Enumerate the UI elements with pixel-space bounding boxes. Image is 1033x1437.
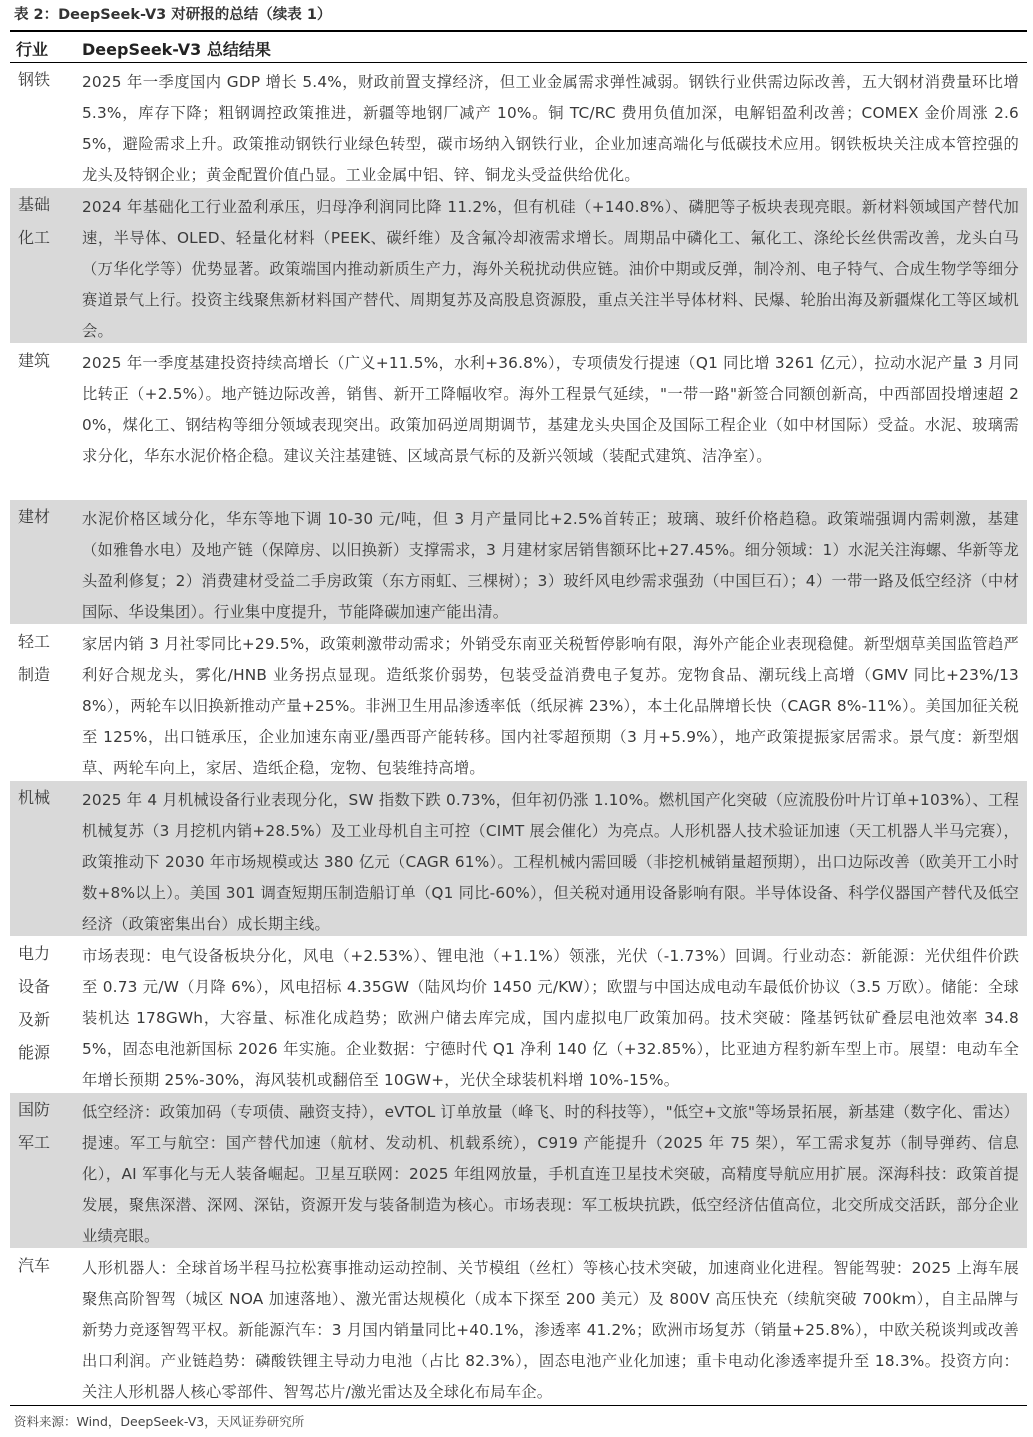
summary-cell: 2025 年一季度基建投资持续高增长（广义+11.5%，水利+36.8%），专项债发行提速（Q1 同比增 3261 亿元），拉动水泥产量 3 月同比转正（+2.5%）。地产链边际改善，销售、新开工降幅收窄。海外工程景气延续，"一带一路"新签合同额创新高，中西部固投增速超 20%，煤化工、钢结构等细分领域表现突出。政策加码逆周期调节，基建龙头央国企及国际工程企业（如中材国际）受益。水泥、玻璃需求分化，华东水泥价格企稳。建议关注基建链、区域高景气标的及新兴领域（装配式建筑、洁净室）。 xyxy=(82,354,1019,465)
table-row xyxy=(10,500,1027,624)
sector-label: 建筑 xyxy=(18,351,51,370)
sector-label: 汽车 xyxy=(18,1256,51,1275)
summary-cell: 人形机器人：全球首场半程马拉松赛事推动运动控制、关节模组（丝杠）等核心技术突破，加速商业化进程。智能驾驶：2025 上海车展聚焦高阶智驾（城区 NOA 加速落地）、激光雷达规模化（成本下探至 200 美元）及 800V 高压快充（续航突破 700km），自主品牌与新势力竞逐智驾平权。新能源汽车：3 月国内销量同比+40.1%，渗透率 41.2%；欧洲市场复苏（销量+25.8%），中欧关税谈判或改善出口利润。产业链趋势：磷酸铁锂主导动力电池（占比 82.3%），固态电池产业化加速；重卡电动化渗透率提升至 18.3%。投资方向：关注人形机器人核心零部件、智驾芯片/激光雷达及全球化布局车企。 xyxy=(82,1259,1019,1401)
sector-cell xyxy=(18,629,68,695)
summary-cell: 市场表现：电气设备板块分化，风电（+2.53%）、锂电池（+1.1%）领涨，光伏（-1.73%）回调。行业动态：新能源：光伏组件价跌至 0.73 元/W（月降 6%），风电招标 4.35GW（陆风均价 1450 元/KW）；欧盟与中国达成电动车最低价协议（3.5 万欧）。储能：全球装机达 178GWh，大容量、标准化成趋势；欧洲户储去库完成，国内虚拟电厂政策加码。技术突破：隆基钙钛矿叠层电池效率 34.85%，固态电池新国标 2026 年实施。企业数据：宁德时代 Q1 净利 140 亿（+32.85%），比亚迪方程豹新车型上市。展望：电动车全年增长预期 25%-30%，海风装机或翻倍至 10GW+，光伏全球装机料增 10%-15%。 xyxy=(82,947,1019,1089)
sector-label: 及新 xyxy=(18,1010,51,1029)
sector-label: 钢铁 xyxy=(18,70,51,89)
table-row xyxy=(10,63,1027,187)
summary-cell: 2025 年 4 月机械设备行业表现分化，SW 指数下跌 0.73%，但年初仍涨 1.10%。燃机国产化突破（应流股份叶片订单+103%）、工程机械复苏（3 月挖机内销+28.5%）及工业母机自主可控（CIMT 展会催化）为亮点。人形机器人技术验证加速（天工机器人半马完赛），政策推动下 2030 年市场规模或达 380 亿元（CAGR 61%）。工程机械内需回暖（非挖机械销量超预期），出口边际改善（欧美开工小时数+8%以上）。美国 301 调查短期压制造船订单（Q1 同比-60%），但关税对通用设备影响有限。半导体设备、科学仪器国产替代及低空经济（政策密集出台）成长期主线。 xyxy=(82,791,1019,933)
sector-label: 军工 xyxy=(18,1133,51,1152)
sector-label: 轻工 xyxy=(18,632,51,651)
sector-label: 电力 xyxy=(18,944,51,963)
table-header xyxy=(10,32,1027,62)
table-row xyxy=(10,188,1027,343)
sector-label: 设备 xyxy=(18,977,51,996)
summary-cell: 低空经济：政策加码（专项债、融资支持），eVTOL 订单放量（峰飞、时的科技等），"低空+文旅"等场景拓展，新基建（数字化、雷达）提速。军工与航空：国产替代加速（航材、发动机、机载系统），C919 产能提升（2025 年 75 架），军工需求复苏（制导弹药、信息化），AI 军事化与无人装备崛起。卫星互联网：2025 年组网放量，手机直连卫星技术突破，高精度导航应用扩展。深海科技：政策首提发展，聚焦深潜、深网、深钻，资源开发与装备制造为核心。市场表现：军工板块抗跌，低空经济估值高位，北交所成交活跃，部分企业业绩亮眼。 xyxy=(82,1103,1019,1245)
table-row xyxy=(10,1249,1027,1404)
sector-cell xyxy=(18,504,68,537)
sector-label: 建材 xyxy=(18,507,51,526)
table-row xyxy=(10,781,1027,936)
summary-cell: 2024 年基础化工行业盈利承压，归母净利润同比降 11.2%，但有机硅（+140.8%）、磷肥等子板块表现亮眼。新材料领域国产替代加速，半导体、OLED、轻量化材料（PEEK、碳纤维）及含氟冷却液需求增长。周期品中磷化工、氟化工、涤纶长丝供需改善，龙头白马（万华化学等）优势显著。政策端国内推动新质生产力，海外关税扰动供应链。油价中期或反弹，制冷剂、电子特气、合成生物学等细分赛道景气上行。投资主线聚焦新材料国产替代、周期复苏及高股息资源股，重点关注半导体材料、民爆、轮胎出海及新疆煤化工等区域机会。 xyxy=(82,198,1019,340)
sector-cell xyxy=(18,1097,68,1163)
source-note: 资料来源：Wind，DeepSeek-V3，天风证券研究所 xyxy=(14,1414,305,1429)
sector-label: 能源 xyxy=(18,1043,51,1062)
table-row xyxy=(10,937,1027,1092)
table-row xyxy=(10,1093,1027,1248)
table-row xyxy=(10,344,1027,499)
sector-cell xyxy=(18,1253,68,1286)
sector-cell xyxy=(18,941,68,1073)
header-industry: 行业 xyxy=(16,40,49,59)
summary-cell: 家居内销 3 月社零同比+29.5%，政策刺激带动需求；外销受东南亚关税暂停影响有限，海外产能企业表现稳健。新型烟草美国监管趋严利好合规龙头，雾化/HNB 业务拐点显现。造纸浆价弱势，包装受益消费电子复苏。宠物食品、潮玩线上高增（GMV 同比+23%/138%），两轮车以旧换新推动产量+25%。非洲卫生用品渗透率低（纸尿裤 23%），本土化品牌增长快（CAGR 8%-11%）。美国加征关税至 125%，出口链承压，企业加速东南亚/墨西哥产能转移。国内社零超预期（3 月+5.9%），地产政策提振家居需求。景气度：新型烟草、两轮车向上，家居、造纸企稳，宠物、包装维持高增。 xyxy=(82,635,1019,777)
sector-cell xyxy=(18,67,68,100)
sector-label: 化工 xyxy=(18,228,51,247)
sector-cell xyxy=(18,785,68,818)
summary-cell: 水泥价格区域分化，华东等地下调 10-30 元/吨，但 3 月产量同比+2.5%首转正；玻璃、玻纤价格趋稳。政策端强调内需刺激，基建（如雅鲁水电）及地产链（保障房、以旧换新）支撑需求，3 月建材家居销售额环比+27.45%。细分领域：1）水泥关注海螺、华新等龙头盈利修复；2）消费建材受益二手房政策（东方雨虹、三棵树）；3）玻纤风电纱需求强劲（中国巨石）；4）一带一路及低空经济（中材国际、华设集团）。行业集中度提升，节能降碳加速产能出清。 xyxy=(82,510,1019,621)
sector-label: 基础 xyxy=(18,195,51,214)
sector-label: 国防 xyxy=(18,1100,51,1119)
table-caption: 表 2：DeepSeek-V3 对研报的总结（续表 1） xyxy=(14,7,332,23)
sector-cell xyxy=(18,192,68,258)
summary-cell: 2025 年一季度国内 GDP 增长 5.4%，财政前置支撑经济，但工业金属需求弹性减弱。钢铁行业供需边际改善，五大钢材消费量环比增 5.3%，库存下降；粗钢调控政策推进，新疆等地钢厂减产 10%。铜 TC/RC 费用负值加深，电解铝盈利改善；COMEX 金价周涨 2.65%，避险需求上升。政策推动钢铁行业绿色转型，碳市场纳入钢铁行业，企业加速高端化与低碳技术应用。钢铁板块关注成本管控强的龙头及特钢企业；黄金配置价值凸显。工业金属中铝、锌、铜龙头受益供给优化。 xyxy=(82,73,1019,184)
table-row xyxy=(10,625,1027,780)
header-summary: DeepSeek-V3 总结结果 xyxy=(82,40,271,59)
table-bottom-rule xyxy=(10,1405,1027,1406)
sector-label: 制造 xyxy=(18,665,51,684)
sector-cell xyxy=(18,348,68,381)
sector-label: 机械 xyxy=(18,788,51,807)
